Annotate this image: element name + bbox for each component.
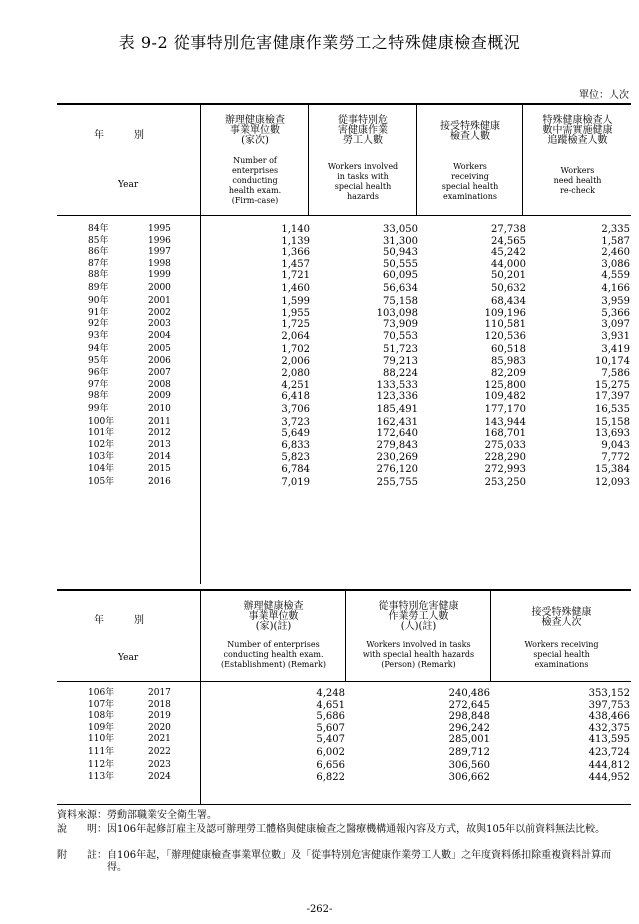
table-row <box>88 380 630 392</box>
cell-value: 240,486 <box>448 688 490 699</box>
cell-value: 1,140 <box>281 224 310 235</box>
cell-roc-year: 86年 <box>88 247 109 258</box>
cell-value: 438,466 <box>588 711 630 723</box>
cell-ad-year: 2022 <box>148 747 171 758</box>
table2-year-header-zh: 年 別 <box>94 615 144 626</box>
cell-value: 7,019 <box>281 477 310 489</box>
cell-value: 162,431 <box>376 416 418 428</box>
cell-ad-year: 1997 <box>148 247 171 258</box>
table1-body <box>88 224 630 489</box>
cell-value: 17,397 <box>595 391 630 403</box>
cell-ad-year: 1999 <box>148 270 171 281</box>
cell-value: 272,993 <box>484 464 526 476</box>
cell-value: 5,649 <box>281 428 310 440</box>
cell-value: 1,599 <box>281 295 310 307</box>
cell-value: 5,686 <box>316 711 345 723</box>
table-row <box>88 452 630 464</box>
table1-header-received-en: Workers receiving special health examinations <box>441 162 499 201</box>
cell-value: 4,651 <box>316 699 345 711</box>
cell-ad-year: 2024 <box>148 771 171 782</box>
table-row <box>88 319 630 331</box>
table-row <box>88 224 630 236</box>
cell-value: 275,033 <box>484 439 526 451</box>
cell-value: 51,723 <box>383 343 418 355</box>
cell-value: 1,725 <box>281 319 310 331</box>
cell-value: 6,418 <box>281 391 310 403</box>
cell-value: 272,645 <box>448 699 490 711</box>
cell-value: 123,336 <box>376 391 418 403</box>
cell-roc-year: 103年 <box>88 451 115 462</box>
cell-value: 306,560 <box>448 759 490 771</box>
cell-value: 7,772 <box>601 451 630 463</box>
table-row <box>88 236 630 248</box>
table2-header-enterprises-en: Number of enterprises conducting health exam. (Establishment) (Remark) <box>221 640 326 669</box>
cell-value: 56,634 <box>383 283 418 295</box>
cell-value: 50,555 <box>383 258 418 270</box>
cell-roc-year: 108年 <box>88 711 115 722</box>
table2-col-divider <box>490 590 491 682</box>
cell-value: 3,086 <box>601 258 630 270</box>
cell-value: 1,457 <box>281 258 310 270</box>
table2-col-divider <box>345 590 346 682</box>
cell-ad-year: 2017 <box>148 688 171 698</box>
cell-value: 6,784 <box>281 464 310 476</box>
cell-value: 1,702 <box>281 343 310 355</box>
table1-col-divider <box>522 104 523 216</box>
cell-value: 103,098 <box>376 307 418 319</box>
cell-value: 255,755 <box>376 477 418 489</box>
cell-value: 45,242 <box>491 247 526 259</box>
cell-value: 9,043 <box>601 439 630 451</box>
table1-header-rule <box>57 215 631 216</box>
cell-ad-year: 2011 <box>148 416 171 427</box>
table-row <box>88 428 630 440</box>
cell-ad-year: 2015 <box>148 464 171 475</box>
cell-value: 109,482 <box>484 391 526 403</box>
cell-value: 6,822 <box>316 771 345 783</box>
cell-value: 110,581 <box>484 319 526 331</box>
cell-value: 50,632 <box>491 283 526 295</box>
cell-value: 33,050 <box>383 224 418 235</box>
cell-value: 3,419 <box>601 343 630 355</box>
cell-value: 16,535 <box>595 403 630 415</box>
cell-ad-year: 2019 <box>148 711 171 722</box>
cell-roc-year: 87年 <box>88 258 109 269</box>
cell-value: 1,139 <box>281 235 310 247</box>
table2-col-divider <box>200 590 201 682</box>
footer-note-label: 說 明： <box>57 824 107 835</box>
table-row <box>88 440 630 452</box>
table-row <box>88 356 630 368</box>
table-row <box>88 270 630 282</box>
cell-value: 73,909 <box>383 319 418 331</box>
table1-header-recheck-en: Workers need health re-check <box>553 166 602 195</box>
cell-value: 50,943 <box>383 247 418 259</box>
cell-ad-year: 2013 <box>148 439 171 450</box>
footer-remark-text: 自106年起，「辦理健康檢查事業單位數」及「從事特別危害健康作業勞工人數」之年度資料係扣除重複資料計算而得。 <box>107 850 612 873</box>
cell-ad-year: 2023 <box>148 759 171 770</box>
table-row <box>88 391 630 403</box>
cell-value: 75,158 <box>383 295 418 307</box>
table1-header-enterprises-zh: 辦理健康檢查 事業單位數 (家次) <box>225 115 285 146</box>
table-row <box>88 247 630 259</box>
cell-value: 2,460 <box>601 247 630 259</box>
cell-value: 3,959 <box>601 295 630 307</box>
table-row <box>88 331 630 343</box>
cell-value: 397,753 <box>588 699 630 711</box>
cell-value: 133,533 <box>376 379 418 391</box>
cell-value: 2,335 <box>601 224 630 235</box>
cell-value: 279,843 <box>376 439 418 451</box>
cell-value: 289,712 <box>448 747 490 759</box>
cell-roc-year: 93年 <box>88 330 109 341</box>
cell-ad-year: 2012 <box>148 428 171 439</box>
cell-ad-year: 2008 <box>148 379 171 390</box>
cell-value: 5,407 <box>316 734 345 746</box>
cell-value: 70,553 <box>383 330 418 342</box>
cell-roc-year: 107年 <box>88 699 115 710</box>
footer-note-text: 因106年起修訂雇主及認可辦理勞工體格與健康檢查之醫療機構通報內容及方式，故與105年以前資料無法比較。 <box>107 824 606 835</box>
page-number: -262- <box>306 904 333 915</box>
cell-value: 12,093 <box>595 477 630 489</box>
cell-roc-year: 85年 <box>88 235 109 246</box>
table2-bottom-rule <box>57 804 631 805</box>
table2-top-rule <box>57 589 631 591</box>
footer-source-label: 資料來源： <box>57 810 107 821</box>
cell-value: 31,300 <box>383 235 418 247</box>
cell-roc-year: 94年 <box>88 343 109 354</box>
cell-ad-year: 2021 <box>148 734 171 745</box>
cell-value: 60,095 <box>383 270 418 282</box>
table-row <box>88 463 630 477</box>
table-row <box>88 308 630 320</box>
cell-value: 172,640 <box>376 428 418 440</box>
table2-header-enterprises-zh: 辦理健康檢查 事業單位數 (家)(註) <box>243 601 304 632</box>
cell-roc-year: 89年 <box>88 283 109 294</box>
cell-ad-year: 1998 <box>148 258 171 269</box>
cell-value: 109,196 <box>484 307 526 319</box>
table1-col-divider <box>200 104 201 216</box>
cell-ad-year: 2004 <box>148 330 171 341</box>
table-row <box>88 417 630 429</box>
cell-roc-year: 98年 <box>88 391 109 402</box>
footer-remark-label: 附 註： <box>57 850 107 861</box>
table-row <box>88 688 630 700</box>
cell-value: 3,706 <box>281 403 310 415</box>
table1-header-enterprises-en: Number of enterprises conducting health exam. (Firm-case) <box>228 156 282 205</box>
cell-ad-year: 2009 <box>148 391 171 402</box>
cell-roc-year: 99年 <box>88 403 109 414</box>
cell-value: 168,701 <box>484 428 526 440</box>
table-row <box>88 282 630 296</box>
table1-header-received-zh: 接受特殊健康 檢查人數 <box>440 121 500 142</box>
cell-value: 298,848 <box>448 711 490 723</box>
cell-roc-year: 100年 <box>88 416 115 427</box>
cell-value: 353,152 <box>588 688 630 699</box>
cell-value: 3,097 <box>601 319 630 331</box>
cell-roc-year: 112年 <box>88 759 115 770</box>
cell-roc-year: 96年 <box>88 367 109 378</box>
cell-value: 1,955 <box>281 307 310 319</box>
cell-roc-year: 113年 <box>88 771 115 782</box>
cell-ad-year: 1995 <box>148 224 171 234</box>
cell-roc-year: 88年 <box>88 270 109 281</box>
cell-value: 15,275 <box>595 379 630 391</box>
cell-ad-year: 2001 <box>148 295 171 306</box>
cell-value: 10,174 <box>595 356 630 368</box>
table-row <box>88 760 630 772</box>
cell-value: 4,559 <box>601 270 630 282</box>
cell-value: 306,662 <box>448 771 490 783</box>
cell-value: 423,724 <box>588 747 630 759</box>
page-title: 表 9-2 從事特別危害健康作業勞工之特殊健康檢查概況 <box>118 33 521 52</box>
cell-ad-year: 2016 <box>148 477 171 488</box>
cell-value: 60,518 <box>491 343 526 355</box>
footer-source <box>57 810 217 822</box>
table-row <box>88 368 630 380</box>
cell-roc-year: 109年 <box>88 722 115 733</box>
table-row <box>88 734 630 746</box>
cell-value: 85,983 <box>491 356 526 368</box>
cell-value: 5,607 <box>316 722 345 734</box>
cell-ad-year: 2006 <box>148 356 171 367</box>
table1-header-workers-en: Workers involved in tasks with special health hazards <box>327 162 399 201</box>
cell-value: 50,201 <box>491 270 526 282</box>
cell-roc-year: 101年 <box>88 428 115 439</box>
cell-roc-year: 102年 <box>88 439 115 450</box>
cell-value: 1,587 <box>601 235 630 247</box>
cell-ad-year: 2007 <box>148 367 171 378</box>
table2-header-workers-zh: 從事特別危害健康 作業勞工人數 (人)(註) <box>378 601 459 632</box>
cell-value: 285,001 <box>448 734 490 746</box>
table2-header-received-zh: 接受特殊健康 檢查人次 <box>531 607 592 628</box>
table-row <box>88 746 630 760</box>
cell-value: 4,251 <box>281 379 310 391</box>
cell-value: 44,000 <box>491 258 526 270</box>
cell-ad-year: 2005 <box>148 343 171 354</box>
cell-value: 143,944 <box>484 416 526 428</box>
cell-value: 6,002 <box>316 747 345 759</box>
cell-value: 2,006 <box>281 356 310 368</box>
cell-roc-year: 95年 <box>88 356 109 367</box>
cell-value: 276,120 <box>376 464 418 476</box>
cell-value: 296,242 <box>448 722 490 734</box>
cell-value: 177,170 <box>484 403 526 415</box>
cell-value: 4,248 <box>316 688 345 699</box>
table-row <box>88 711 630 723</box>
table1-header-workers-zh: 從事特別危 害健康作業 勞工人數 <box>338 115 388 146</box>
cell-ad-year: 2014 <box>148 451 171 462</box>
cell-value: 444,952 <box>588 771 630 783</box>
cell-value: 5,366 <box>601 307 630 319</box>
cell-ad-year: 2018 <box>148 699 171 710</box>
cell-value: 13,693 <box>595 428 630 440</box>
cell-value: 79,213 <box>383 356 418 368</box>
cell-roc-year: 106年 <box>88 688 115 698</box>
cell-ad-year: 2002 <box>148 307 171 318</box>
table1-year-header-en: Year <box>118 180 139 190</box>
table2-header-received-en: Workers receiving special health examinations <box>524 640 599 669</box>
cell-ad-year: 2010 <box>148 403 171 414</box>
footer-source-text: 勞動部職業安全衛生署。 <box>107 810 217 821</box>
cell-roc-year: 92年 <box>88 319 109 330</box>
table1-header-recheck-zh: 特殊健康檢查人 數中需實施健康 追蹤檢查人數 <box>542 115 613 146</box>
table1-col-divider <box>308 104 309 216</box>
table-row <box>88 772 630 784</box>
table-row <box>88 259 630 271</box>
cell-value: 3,931 <box>601 330 630 342</box>
cell-roc-year: 84年 <box>88 224 109 234</box>
cell-value: 7,586 <box>601 367 630 379</box>
table1-col-divider <box>416 104 417 216</box>
cell-roc-year: 97年 <box>88 379 109 390</box>
cell-value: 2,064 <box>281 330 310 342</box>
table2-header-rule <box>57 681 631 682</box>
footer-remark <box>57 850 631 874</box>
cell-roc-year: 104年 <box>88 464 115 475</box>
cell-value: 6,833 <box>281 439 310 451</box>
cell-value: 2,080 <box>281 367 310 379</box>
table-row <box>88 403 630 417</box>
cell-roc-year: 111年 <box>88 747 115 758</box>
table2-body <box>88 688 630 783</box>
table-row <box>88 477 630 489</box>
cell-ad-year: 2003 <box>148 319 171 330</box>
cell-roc-year: 91年 <box>88 307 109 318</box>
cell-value: 24,565 <box>491 235 526 247</box>
table-row <box>88 723 630 735</box>
table1-year-header-zh: 年 別 <box>94 130 144 141</box>
cell-ad-year: 2020 <box>148 722 171 733</box>
table1-top-rule <box>57 103 631 105</box>
table-row <box>88 700 630 712</box>
cell-value: 228,290 <box>484 451 526 463</box>
cell-roc-year: 105年 <box>88 477 115 488</box>
cell-value: 1,366 <box>281 247 310 259</box>
cell-value: 230,269 <box>376 451 418 463</box>
cell-value: 413,595 <box>588 734 630 746</box>
cell-roc-year: 90年 <box>88 295 109 306</box>
cell-value: 88,224 <box>383 367 418 379</box>
cell-value: 15,158 <box>595 416 630 428</box>
cell-value: 120,536 <box>484 330 526 342</box>
cell-value: 4,166 <box>601 283 630 295</box>
cell-value: 6,656 <box>316 759 345 771</box>
cell-value: 3,723 <box>281 416 310 428</box>
cell-ad-year: 1996 <box>148 235 171 246</box>
cell-value: 444,812 <box>588 759 630 771</box>
table-row <box>88 342 630 356</box>
cell-value: 432,375 <box>588 722 630 734</box>
footer-note <box>57 824 631 836</box>
cell-value: 15,384 <box>595 464 630 476</box>
cell-value: 27,738 <box>491 224 526 235</box>
cell-ad-year: 2000 <box>148 283 171 294</box>
cell-value: 68,434 <box>491 295 526 307</box>
cell-value: 185,491 <box>376 403 418 415</box>
unit-label: 單位：人次 <box>579 90 629 101</box>
cell-value: 1,721 <box>281 270 310 282</box>
table2-year-header-en: Year <box>118 653 139 663</box>
cell-value: 5,823 <box>281 451 310 463</box>
cell-value: 125,800 <box>484 379 526 391</box>
cell-value: 253,250 <box>484 477 526 489</box>
table-row <box>88 296 630 308</box>
cell-roc-year: 110年 <box>88 734 115 745</box>
cell-value: 1,460 <box>281 283 310 295</box>
cell-value: 82,209 <box>491 367 526 379</box>
table2-header-workers-en: Workers involved in tasks with special health hazards (Person) (Remark) <box>362 640 475 669</box>
